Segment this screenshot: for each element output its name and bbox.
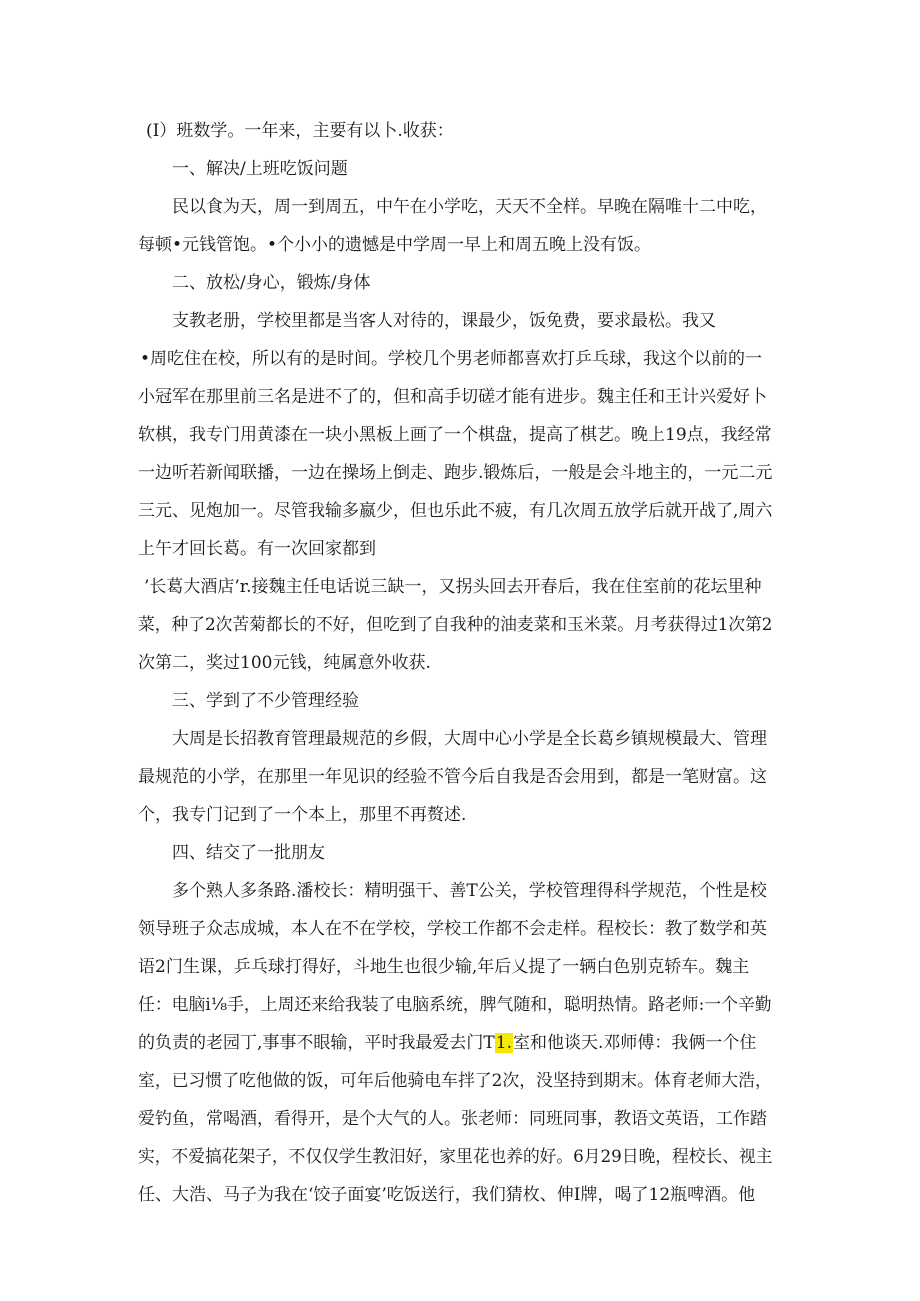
text-line-17: 大周是长招教育管理最规范的乡假，大周中心小学是全长葛乡镇规模最大、管理 bbox=[172, 729, 767, 749]
text-segment: 室和他谈天.邓师傅：我俩一个住 bbox=[512, 1033, 757, 1053]
text-line-29: 任、大浩、马子为我在‘饺子面宴’吃饭送行，我们猜枚、伸I牌，喝了12瓶啤酒。他 bbox=[138, 1185, 756, 1205]
text-line-25 bbox=[138, 1031, 756, 1055]
text-line-21: 多个熟人多条路.潘校长：精明强干、善T公关，学校管理得科学规范，个性是校 bbox=[172, 881, 767, 901]
text-line-3: 民以食为天，周一到周五，中午在小学吃，天天不全样。早晚在隔唯十二中吃， bbox=[172, 197, 767, 217]
section-heading-4: 四、结交了一批朋友 bbox=[172, 843, 325, 863]
text-line-22: 领导班子众志成城，本人在不在学校，学校工作都不会走样。程校长：教了数学和英 bbox=[138, 919, 767, 939]
section-heading-2: 二、放松/身心，锻炼/身体 bbox=[172, 273, 371, 293]
text-line-12: 上午才回长葛。有一次回家都到 bbox=[138, 539, 376, 559]
text-line-7: •周吃住在校，所以有的是时间。学校几个男老师都喜欢打乒乓球，我这个以前的一 bbox=[140, 349, 763, 369]
text-line-18: 最规范的小学，在那里一年见识的经验不管今后自我是否会用到，都是一笔财富。这 bbox=[138, 767, 767, 787]
text-line-6: 支教老册，学校里都是当客人对待的，课最少，饭免费，要求最松。我又 bbox=[172, 311, 716, 331]
text-line-13: ’长葛大酒店’r.接魏主任电话说三缺一，又拐头回去开春后，我在住室前的花坛里种 bbox=[144, 577, 762, 597]
text-line-8: 小冠军在那里前三名是进不了的，但和高手切磋才能有进步。魏主任和王计兴爱好卜 bbox=[138, 387, 767, 407]
text-line-10: 一边听若新闻联播，一边在操场上倒走、跑步.锻炼后，一般是会斗地主的，一元二元 bbox=[138, 463, 773, 483]
text-segment: 的负责的老园丁,事事不眼输，平时我最爱去门T bbox=[138, 1033, 495, 1053]
text-line-4: 每顿•元钱管饱。•个小小的遗憾是中学周一早上和周五晚上没有饭。 bbox=[138, 235, 652, 255]
text-line-24: 任：电脑i⅛手，上周还来给我装了电脑系统，脾气随和，聪明热情。路老师:一个辛勤 bbox=[138, 995, 772, 1015]
text-line-11: 三元、见炮加一。尽管我输多嬴少，但也乐此不疲，有几次周五放学后就开战了,周六 bbox=[138, 501, 773, 521]
text-line-9: 软棋，我专门用黄漆在一块小黑板上画了一个棋盘，提高了棋艺。晚上19点，我经常 bbox=[138, 425, 772, 445]
text-line-1: (I）班数学。一年来，主要有以卜.收获： bbox=[146, 121, 454, 141]
section-heading-1: 一、解决/上班吃饭问题 bbox=[172, 159, 348, 179]
text-line-23: 语2门生课，乒乓球打得好，斗地生也很少输,年后乂提了一辆白色别克轿车。魏主 bbox=[138, 957, 750, 977]
text-line-19: 个，我专门记到了一个本上，那里不再赘述. bbox=[138, 805, 467, 825]
text-line-27: 爱钓鱼，常喝酒，看得开，是个大气的人。张老师：同班同事，教语文英语，工作踏 bbox=[138, 1109, 767, 1129]
highlighted-text: 1. bbox=[495, 1033, 512, 1053]
text-line-15: 次第二，奖过100元钱，纯属意外收获. bbox=[138, 653, 431, 673]
text-line-14: 菜，种了2次苦菊都长的不好，但吃到了自我种的油麦菜和玉米菜。月考获得过1次第2 bbox=[138, 615, 773, 635]
section-heading-3: 三、学到了不少管理经验 bbox=[172, 691, 359, 711]
text-line-26: 室，已习惯了吃他做的饭，可年后他骑电车拌了2次，没坚持到期末。体育老师大浩， bbox=[138, 1071, 772, 1091]
text-line-28: 实，不爱搞花架子，不仅仅学生教汨好，家里花也养的好。6月29日晚，程校长、视主 bbox=[138, 1147, 773, 1167]
